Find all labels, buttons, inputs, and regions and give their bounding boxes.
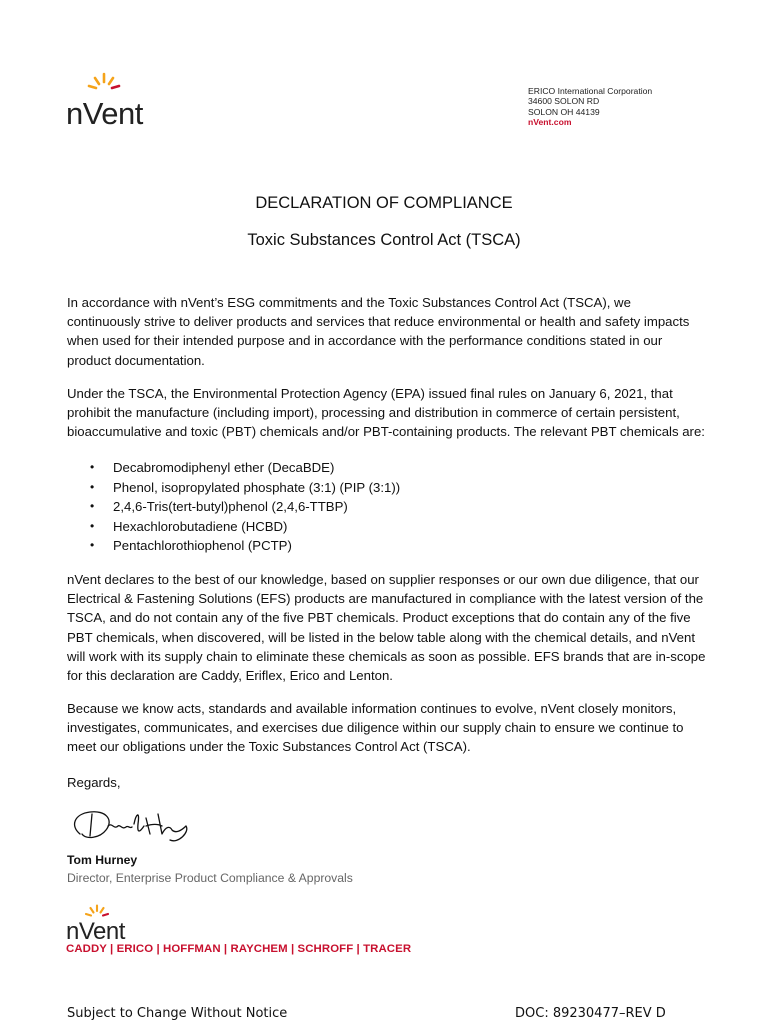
address-city: SOLON OH 44139: [528, 106, 600, 117]
pbt-chemical-list: [90, 458, 400, 556]
nvent-footer-logo: [66, 904, 136, 944]
signer-name: Tom Hurney: [67, 853, 138, 867]
nvent-sunburst-icon: [84, 72, 124, 98]
closing-regards: Regards,: [67, 775, 121, 790]
paragraph-monitoring: Because we know acts, standards and available information continues to evolve, nVent closely monitors, investigates, communicates, and exercises due diligence within our supply chain to ensure we continue to meet our obligations under the Toxic Substances Control Act (TSCA).: [67, 701, 684, 755]
company-address: [528, 86, 652, 128]
website-link[interactable]: nVent.com: [528, 117, 572, 128]
paragraph-epa-rules: Under the TSCA, the Environmental Protection Agency (EPA) issued final rules on January 6, 2021, that prohibit the manufacture (including import), processing and distribution in commerce of certain persistent, bioaccumulative and toxic (PBT) chemicals and/or PBT-containing products. The relevant PBT chemicals are:: [67, 386, 705, 440]
nvent-wordmark: nVent: [66, 918, 125, 945]
paragraph-esg-commitment: In accordance with nVent’s ESG commitments and the Toxic Substances Control Act (TSCA), we continuously strive to deliver products and services that reduce environmental or health and safety impacts when used for their intended purpose and in accordance with the performance conditions stated in our product documentation.: [67, 295, 690, 368]
brand-list: CADDY | ERICO | HOFFMAN | RAYCHEM | SCHROFF | TRACER: [66, 943, 412, 955]
list-item: • Hexachlorobutadiene (HCBD): [90, 517, 400, 537]
address-street: 34600 SOLON RD: [528, 96, 600, 107]
company-name: ERICO International Corporation: [528, 86, 653, 96]
signer-title: Director, Enterprise Product Compliance & Approvals: [67, 871, 353, 885]
document-title: DECLARATION OF COMPLIANCE: [255, 194, 513, 212]
nvent-logo: [66, 72, 152, 132]
list-item: • Decabromodiphenyl ether (DecaBDE): [90, 458, 400, 478]
paragraph-declaration: nVent declares to the best of our knowledge, based on supplier responses or our own due diligence, that our Electrical & Fastening Solutions (EFS) products are manufactured in compliance with the latest version of the TSCA, and do not contain any of the five PBT chemicals. Product exceptions that do contain any of the five PBT chemicals, when discovered, will be listed in the below table along with the chemical details, and nVent will work with its supply chain to eliminate these chemicals as soon as possible. EFS brands that are in-scope for this declaration are Caddy, Eriflex, Erico and Lenton.: [67, 572, 706, 684]
change-notice: Subject to Change Without Notice: [67, 1006, 288, 1021]
handwritten-signature: [66, 800, 196, 857]
list-item: • Phenol, isopropylated phosphate (3:1) (PIP (3:1)): [90, 478, 400, 498]
list-item: • Pentachlorothiophenol (PCTP): [90, 536, 400, 556]
nvent-wordmark: nVent: [66, 96, 143, 131]
document-number: DOC: 89230477–REV D: [515, 1006, 666, 1021]
list-item: • 2,4,6-Tris(tert-butyl)phenol (2,4,6-TTBP): [90, 497, 400, 517]
document-subtitle: Toxic Substances Control Act (TSCA): [247, 231, 521, 249]
